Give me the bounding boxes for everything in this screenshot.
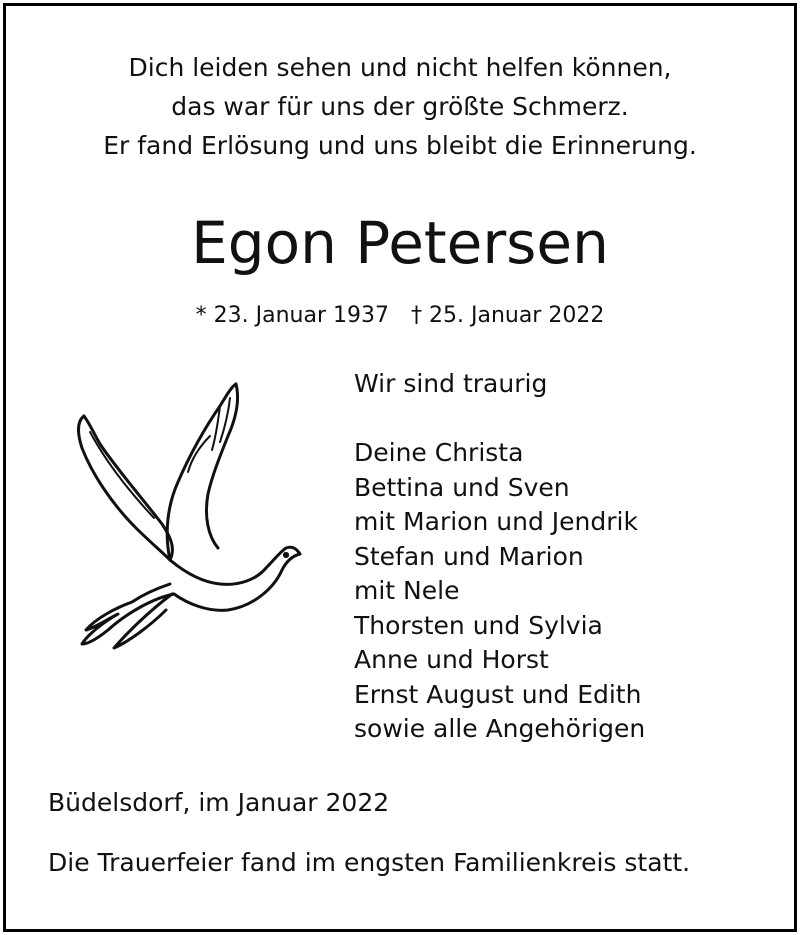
mourner-line: sowie alle Angehörigen (354, 714, 646, 743)
ceremony-note: Die Trauerfeier fand im engsten Familienkreis statt. (48, 848, 691, 877)
mourner-line: Ernst August und Edith (354, 679, 642, 709)
place-and-date: Büdelsdorf, im Januar 2022 (48, 788, 390, 817)
death-date: † 25. Januar 2022 (411, 303, 605, 328)
mourner-line: mit Marion und Jendrik (354, 507, 638, 536)
birth-date: * 23. Januar 1937 (195, 303, 389, 328)
verse-line-1: Dich leiden sehen und nicht helfen können, (128, 53, 672, 82)
mourners-intro: Wir sind traurig (354, 369, 548, 398)
dove-icon (70, 372, 310, 662)
memorial-verse (0, 48, 800, 165)
mourner-line: Thorsten und Sylvia (354, 610, 603, 640)
mourner-line: Bettina und Sven (354, 472, 570, 502)
mourner-line: Stefan und Marion (354, 541, 584, 571)
life-dates (0, 300, 800, 332)
mourner-line: Deine Christa (354, 438, 524, 467)
mourners-list (354, 367, 645, 747)
verse-line-3: Er fand Erlösung und uns bleibt die Erinnerung. (103, 131, 697, 160)
verse-line-2: das war für uns der größte Schmerz. (171, 92, 629, 121)
deceased-name: Egon Petersen (191, 209, 609, 277)
mourner-line: mit Nele (354, 576, 460, 605)
mourner-line: Anne und Horst (354, 645, 549, 674)
